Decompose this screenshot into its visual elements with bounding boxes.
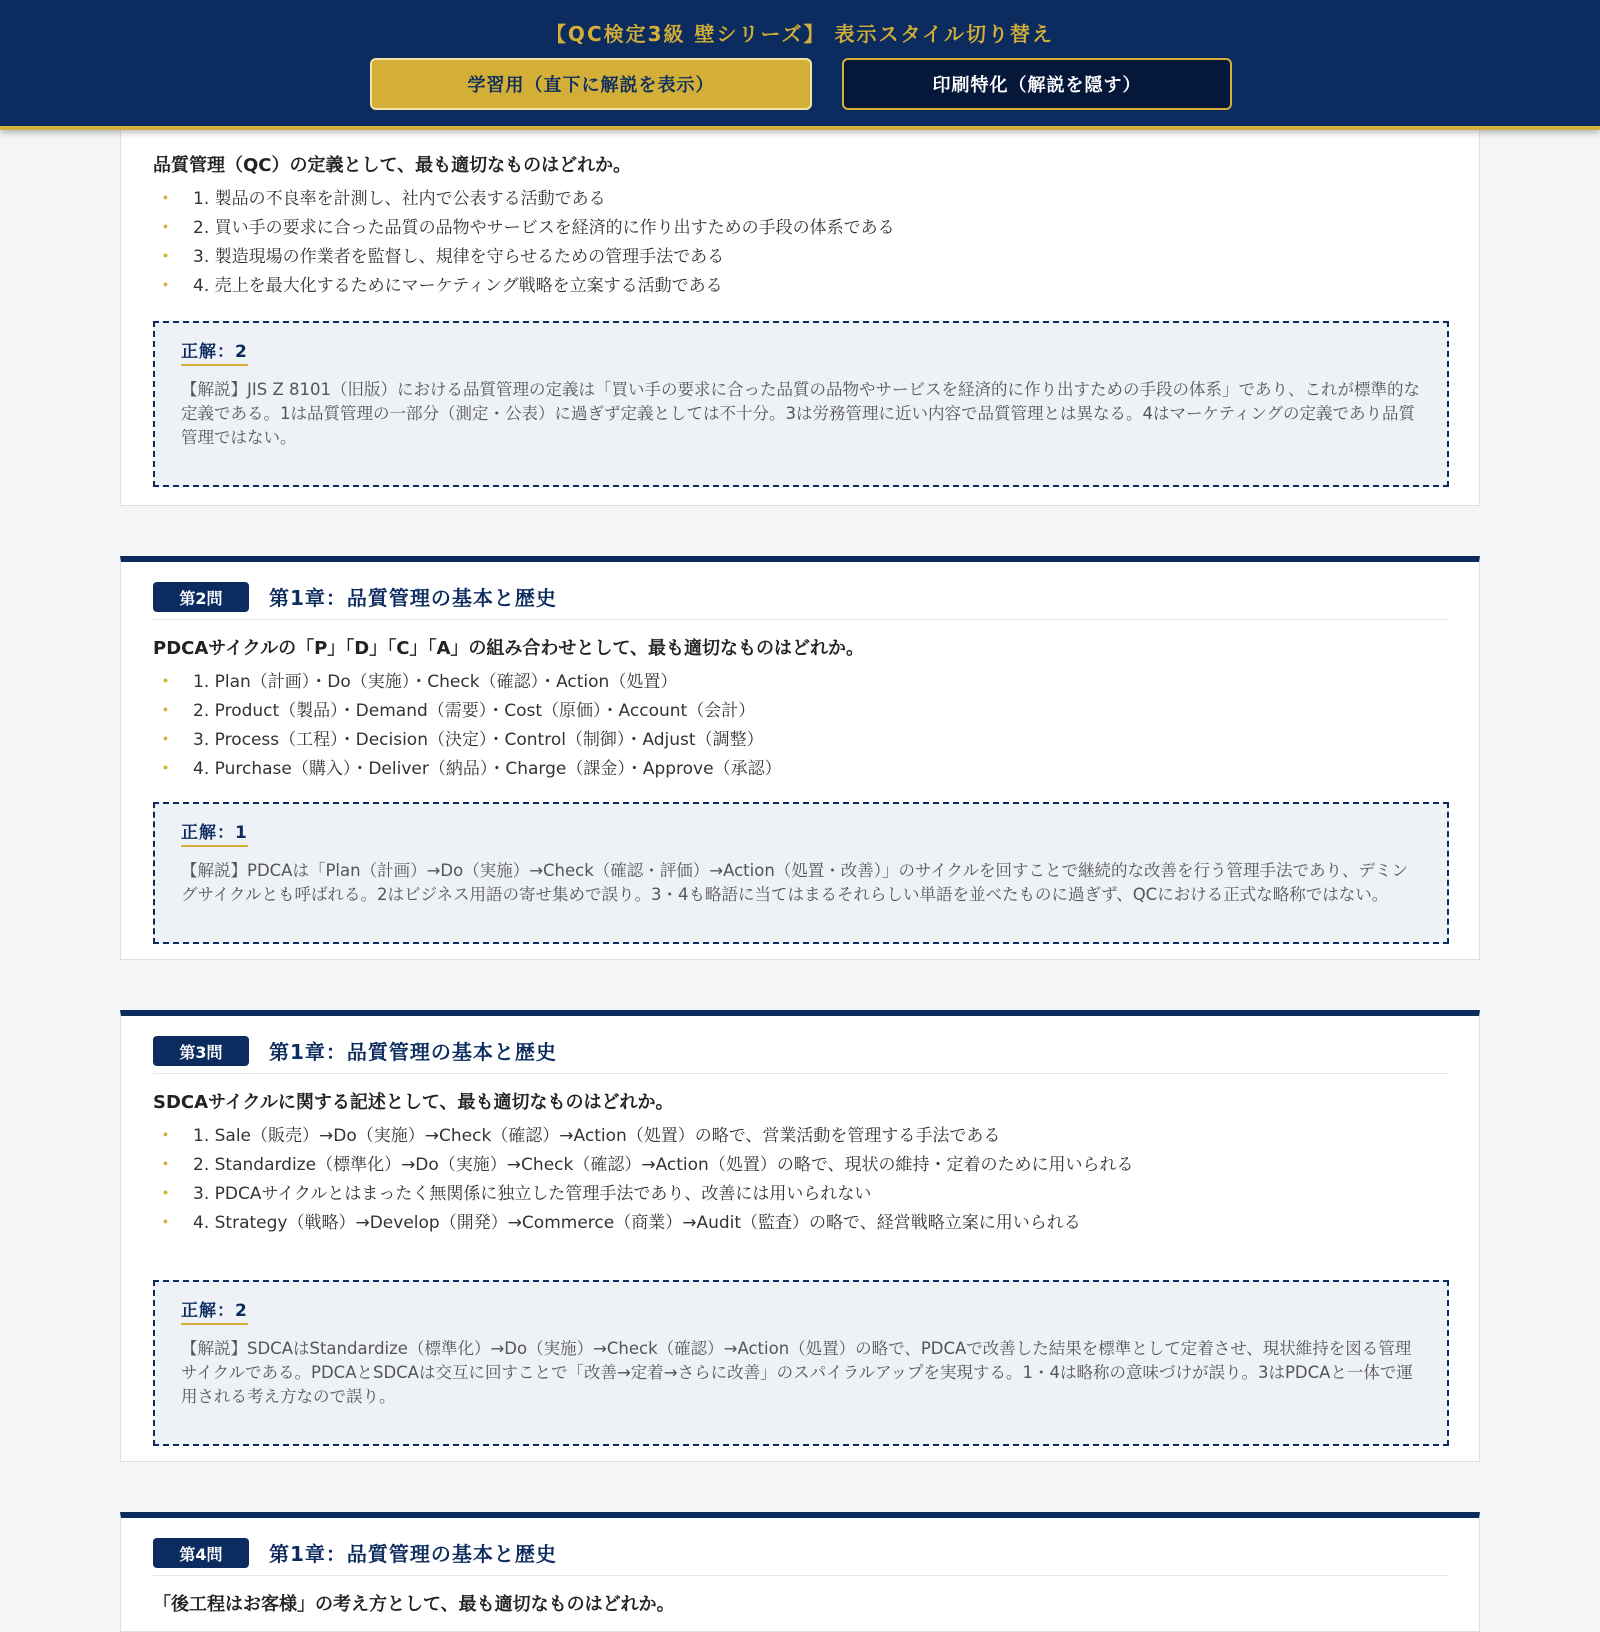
chapter-title: 第1章：品質管理の基本と歴史	[269, 586, 557, 610]
question-card-1	[120, 100, 1480, 506]
correct-answer: 正解：1	[181, 818, 248, 847]
question-text: PDCAサイクルの「P」「D」「C」「A」の組み合わせとして、最も適切なものはどれか。	[153, 638, 865, 659]
answer-explanation-box	[153, 1280, 1449, 1446]
option-list	[153, 670, 1453, 786]
option-item: ・ 4. Strategy（戦略）→Develop（開発）→Commerce（商業）→Audit（監査）の略で、経営戦略立案に用いられる	[153, 1211, 1453, 1235]
question-card-2	[120, 556, 1480, 960]
option-item: ・ 2. 買い手の要求に合った品質の品物やサービスを経済的に作り出すための手段の体系である	[153, 216, 1453, 240]
option-item: ・ 3. 製造現場の作業者を監督し、規律を守らせるための管理手法である	[153, 245, 1453, 269]
question-card-3	[120, 1010, 1480, 1462]
correct-answer: 正解：2	[181, 337, 248, 366]
option-list	[153, 187, 1453, 303]
chapter-title: 第1章：品質管理の基本と歴史	[269, 1040, 557, 1064]
option-item: ・ 3. Process（工程）・Decision（決定）・Control（制御）・Adjust（調整）	[153, 728, 1453, 752]
header-title: 【QC検定3級 壁シリーズ】 表示スタイル切り替え	[545, 22, 1055, 46]
answer-explanation-box	[153, 321, 1449, 487]
option-list	[153, 1124, 1453, 1240]
question-card-4	[120, 1512, 1480, 1632]
question-header	[153, 1536, 1449, 1576]
option-item: ・ 1. 製品の不良率を計測し、社内で公表する活動である	[153, 187, 1453, 211]
explanation-text: 【解説】SDCAはStandardize（標準化）→Do（実施）→Check（確認）→Action（処置）の略で、PDCAで改善した結果を標準として定着させ、現状維持を図る管理サイクルである。PDCAとSDCAは交互に回すことで「改善→定着→さらに改善」のスパイラルアップを実現する。1・4は略称の意味づけが誤り。3はPDCAと一体で運用される考え方なので誤り。	[181, 1339, 1413, 1406]
question-text: SDCAサイクルに関する記述として、最も適切なものはどれか。	[153, 1092, 674, 1113]
answer-explanation-box	[153, 802, 1449, 944]
question-text: 「後工程はお客様」の考え方として、最も適切なものはどれか。	[153, 1594, 675, 1615]
question-text: 品質管理（QC）の定義として、最も適切なものはどれか。	[153, 155, 632, 176]
explanation-text: 【解説】JIS Z 8101（旧版）における品質管理の定義は「買い手の要求に合った品質の品物やサービスを経済的に作り出すための手段の体系」であり、これが標準的な定義である。1は品質管理の一部分（測定・公表）に過ぎず定義としては不十分。3は労務管理に近い内容で品質管理とは異なる。4はマーケティングの定義であり品質管理ではない。	[181, 380, 1420, 447]
option-item: ・ 1. Plan（計画）・Do（実施）・Check（確認）・Action（処置）	[153, 670, 1453, 694]
question-header	[153, 580, 1449, 620]
print-mode-button[interactable]: 印刷特化（解説を隠す）	[842, 58, 1232, 110]
style-switch-header	[0, 0, 1600, 130]
question-number-badge: 第4問	[153, 1538, 249, 1568]
option-item: ・ 4. Purchase（購入）・Deliver（納品）・Charge（課金）・Approve（承認）	[153, 757, 1453, 781]
explanation-text: 【解説】PDCAは「Plan（計画）→Do（実施）→Check（確認・評価）→Action（処置・改善）」のサイクルを回すことで継続的な改善を行う管理手法であり、デミングサイクルとも呼ばれる。2はビジネス用語の寄せ集めで誤り。3・4も略語に当てはまるそれらしい単語を並べたものに過ぎず、QCにおける正式な略称ではない。	[181, 861, 1409, 904]
question-number-badge: 第2問	[153, 582, 249, 612]
question-number-badge: 第3問	[153, 1036, 249, 1066]
option-item: ・ 2. Standardize（標準化）→Do（実施）→Check（確認）→Action（処置）の略で、現状の維持・定着のために用いられる	[153, 1153, 1453, 1177]
option-item: ・ 1. Sale（販売）→Do（実施）→Check（確認）→Action（処置）の略で、営業活動を管理する手法である	[153, 1124, 1453, 1148]
correct-answer: 正解：2	[181, 1296, 248, 1325]
option-item: ・ 3. PDCAサイクルとはまったく無関係に独立した管理手法であり、改善には用いられない	[153, 1182, 1453, 1206]
study-mode-button[interactable]: 学習用（直下に解説を表示）	[370, 58, 812, 110]
option-item: ・ 4. 売上を最大化するためにマーケティング戦略を立案する活動である	[153, 274, 1453, 298]
option-item: ・ 2. Product（製品）・Demand（需要）・Cost（原価）・Account（会計）	[153, 699, 1453, 723]
chapter-title: 第1章：品質管理の基本と歴史	[269, 1542, 557, 1566]
question-header	[153, 1034, 1449, 1074]
